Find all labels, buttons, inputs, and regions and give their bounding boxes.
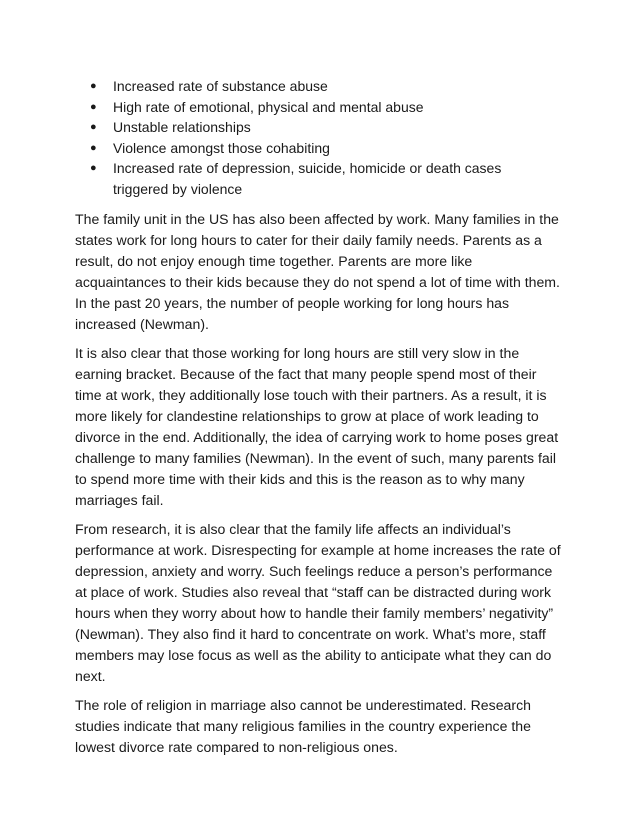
bullet-list	[90, 76, 560, 199]
bullet-icon: ●	[90, 121, 97, 133]
list-item	[90, 97, 560, 118]
paragraph-religion: The role of religion in marriage also cannot be underestimated. Research studies indicate that many religious families in the country experience the lowest divorce rate compared to non-religious ones.	[75, 697, 531, 755]
paragraph-work-effects: The family unit in the US has also been affected by work. Many families in the states work for long hours to cater for their daily family needs. Parents as a result, do not enjoy enough time together. Parents are more like acquaintances to their kids because they do not spend a lot of time with them. In the past 20 years, the number of people working for long hours has increased (Newman).	[75, 211, 560, 332]
paragraph-long-hours: It is also clear that those working for long hours are still very slow in the earning bracket. Because of the fact that many people spend most of their time at work, they additionally lose touch with their partners. As a result, it is more likely for clandestine relationships to grow at place of work leading to divorce in the end. Additionally, the idea of carrying work to home poses great challenge to many families (Newman). In the event of such, many parents fail to spend more time with their kids and this is the reason as to why many marriages fail.	[75, 345, 559, 508]
list-item	[90, 158, 560, 199]
bullet-icon: ●	[90, 162, 97, 174]
bullet-text: Violence amongst those cohabiting	[113, 139, 330, 156]
bullet-icon: ●	[90, 141, 97, 154]
bullet-text: High rate of emotional, physical and mental abuse	[113, 98, 424, 115]
bullet-icon: ●	[90, 100, 97, 113]
list-item	[90, 138, 560, 159]
bullet-text: Increased rate of substance abuse	[113, 78, 328, 94]
list-item	[90, 76, 560, 97]
body-text	[75, 209, 565, 766]
bullet-text: Unstable relationships	[113, 119, 251, 135]
list-item	[90, 117, 560, 138]
bullet-icon: ●	[90, 80, 97, 92]
bullet-text: Increased rate of depression, suicide, homicide or death cases triggered by violence	[113, 160, 502, 197]
paragraph-work-performance: From research, it is also clear that the family life affects an individual’s performance at work. Disrespecting for example at home increases the rate of depression, anxiety and worry. Such feelings reduce a person’s performance at place of work. Studies also reveal that “staff can be distracted during work hours when they worry about how to handle their family members’ negativity” (Newman). They also find it hard to concentrate on work. What’s more, staff members may lose focus as well as the ability to anticipate what they can do next.	[75, 521, 561, 684]
